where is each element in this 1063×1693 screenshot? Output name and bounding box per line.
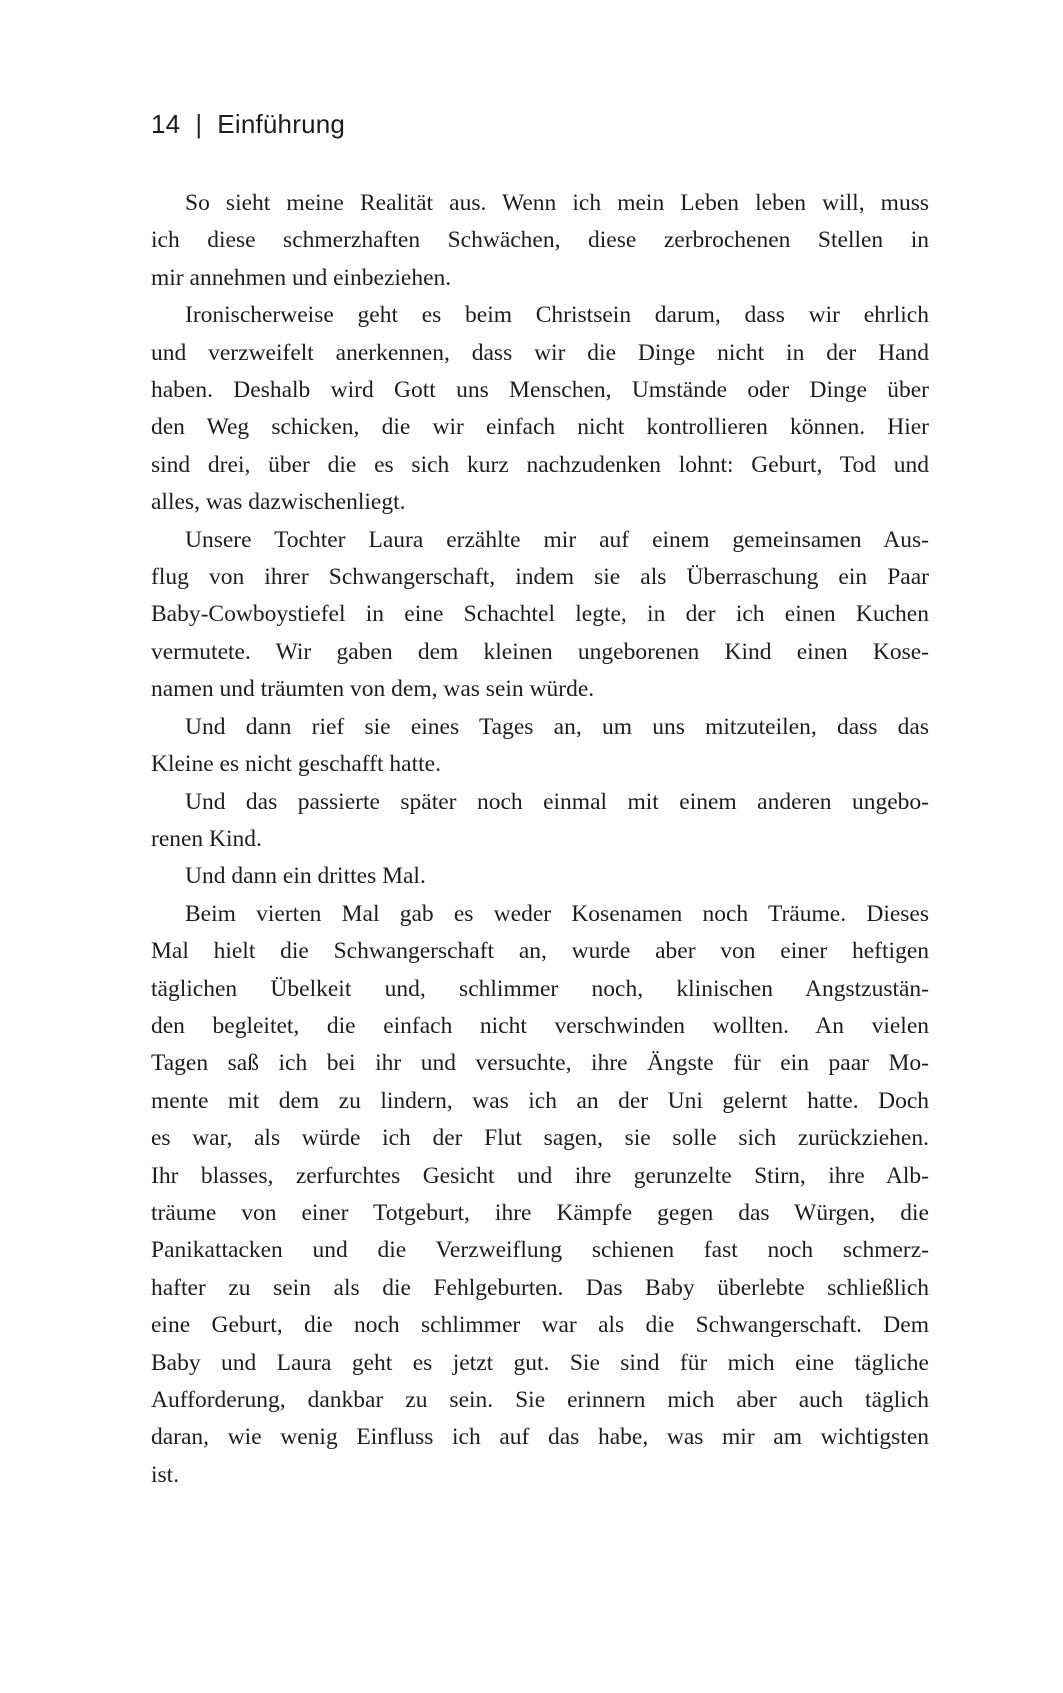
text-line: Panikattacken und die Verzweiflung schienen fast noch schmerz-: [151, 1237, 929, 1264]
text-line: renen Kind.: [151, 825, 262, 852]
text-line: haben. Deshalb wird Gott uns Menschen, Umstände oder Dinge über: [151, 377, 929, 404]
text-line: ich diese schmerzhaften Schwächen, diese zerbrochenen Stellen in: [151, 227, 929, 254]
text-line: Tagen saß ich bei ihr und versuchte, ihre Ängste für ein paar Mo-: [151, 1050, 929, 1077]
text-line: vermutete. Wir gaben dem kleinen ungeborenen Kind einen Kose-: [151, 638, 929, 665]
text-line: mente mit dem zu lindern, was ich an der Uni gelernt hatte. Doch: [151, 1087, 929, 1114]
text-line: eine Geburt, die noch schlimmer war als die Schwangerschaft. Dem: [151, 1312, 929, 1339]
text-line: mir annehmen und einbeziehen.: [151, 264, 452, 291]
paragraph: [151, 858, 929, 895]
text-line: Und das passierte später noch einmal mit einem anderen ungebo-: [185, 788, 929, 815]
text-line: es war, als würde ich der Flut sagen, sie solle sich zurückziehen.: [151, 1125, 929, 1152]
text-line: Und dann rief sie eines Tages an, um uns mitzuteilen, dass das: [185, 713, 929, 740]
text-line: träume von einer Totgeburt, ihre Kämpfe gegen das Würgen, die: [151, 1199, 929, 1226]
text-line: Und dann ein drittes Mal.: [185, 863, 426, 890]
body-text: [151, 185, 929, 1494]
text-line: den Weg schicken, die wir einfach nicht kontrollieren können. Hier: [151, 414, 929, 441]
text-line: Beim vierten Mal gab es weder Kosenamen noch Träume. Dieses: [185, 900, 929, 927]
text-line: Mal hielt die Schwangerschaft an, wurde aber von einer heftigen: [151, 938, 929, 965]
text-line: Aufforderung, dankbar zu sein. Sie erinnern mich aber auch täglich: [151, 1387, 929, 1413]
text-line: alles, was dazwischenliegt.: [151, 489, 406, 516]
paragraph: [151, 784, 929, 859]
text-line: und verzweifelt anerkennen, dass wir die Dinge nicht in der Hand: [151, 339, 929, 366]
text-line: Ihr blasses, zerfurchtes Gesicht und ihre gerunzelte Stirn, ihre Alb-: [151, 1162, 929, 1189]
text-line: Baby-Cowboystiefel in eine Schachtel legte, in der ich einen Kuchen: [151, 601, 929, 628]
chapter-title: Einführung: [217, 109, 346, 139]
text-line: täglichen Übelkeit und, schlimmer noch, klinischen Angstzustän-: [151, 975, 929, 1002]
header-separator: |: [195, 109, 203, 139]
text-line: sind drei, über die es sich kurz nachzudenken lohnt: Geburt, Tod und: [151, 451, 929, 478]
text-line: Baby und Laura geht es jetzt gut. Sie sind für mich eine tägliche: [151, 1349, 929, 1376]
text-line: So sieht meine Realität aus. Wenn ich mein Leben leben will, muss: [185, 190, 929, 216]
text-line: namen und träumten von dem, was sein würde.: [151, 676, 595, 703]
page-number: 14: [151, 109, 181, 139]
text-line: Kleine es nicht geschafft hatte.: [151, 751, 441, 778]
paragraph: [151, 896, 929, 1495]
paragraph: [151, 297, 929, 521]
text-line: Ironischerweise geht es beim Christsein darum, dass wir ehrlich: [185, 302, 929, 329]
paragraph: [151, 185, 929, 297]
text-line: den begleitet, die einfach nicht verschwinden wollten. An vielen: [151, 1012, 929, 1039]
text-line: hafter zu sein als die Fehlgeburten. Das Baby überlebte schließlich: [151, 1274, 929, 1301]
paragraph: [151, 709, 929, 784]
text-line: Unsere Tochter Laura erzählte mir auf einem gemeinsamen Aus-: [185, 526, 929, 553]
text-line: daran, wie wenig Einfluss ich auf das habe, was mir am wichtigsten: [151, 1424, 929, 1451]
text-line: ist.: [151, 1461, 180, 1488]
text-line: flug von ihrer Schwangerschaft, indem sie als Überraschung ein Paar: [151, 564, 929, 591]
paragraph: [151, 522, 929, 709]
page-header: [151, 108, 345, 140]
